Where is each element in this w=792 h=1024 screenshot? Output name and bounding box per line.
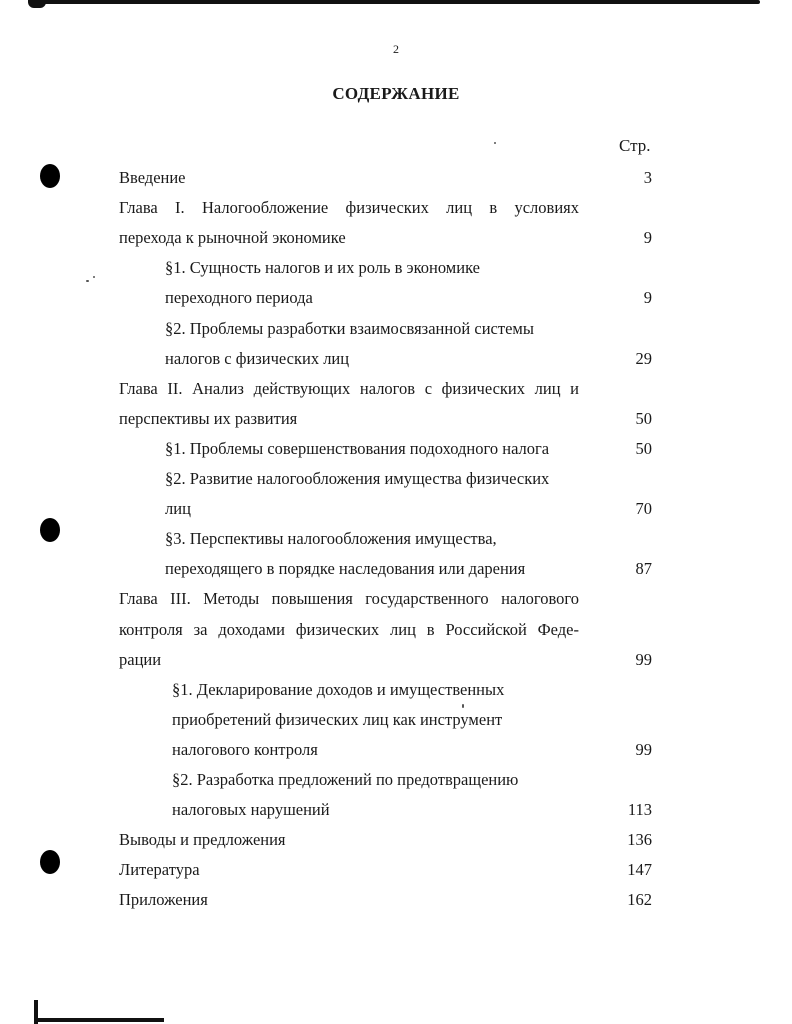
toc-section-line: налогов с физических лиц <box>165 348 350 368</box>
toc-chapter-line: Введение <box>119 168 186 187</box>
toc-chapter-line: Выводы и предложения <box>119 830 286 850</box>
toc-page-number: 147 <box>627 860 652 880</box>
scan-speck <box>462 704 464 708</box>
toc-page-number: 113 <box>627 800 652 820</box>
toc-section-line: налоговых нарушений <box>172 800 330 820</box>
punch-hole-bottom <box>40 850 60 874</box>
punch-hole-top <box>40 164 60 188</box>
toc-chapter-line: перспективы их развития <box>119 408 298 428</box>
scan-speck <box>93 276 95 278</box>
toc-section-line: налогового контроля <box>172 739 318 759</box>
toc-section-line: приобретений физических лиц как инструмент <box>172 709 503 729</box>
toc-chapter-line: перехода к рыночной экономике <box>119 228 346 248</box>
toc-page-number: 9 <box>643 228 652 248</box>
toc-page-number: 99 <box>635 649 652 669</box>
page-column-header: Стр. <box>619 136 651 155</box>
toc-section-line: §3. Перспективы налогообложения имущества, <box>165 529 497 549</box>
toc-section-line: §2. Развитие налогообложения имущества физических <box>165 469 550 488</box>
toc-section-line: §2. Проблемы разработки взаимосвязанной системы <box>165 318 534 338</box>
toc-chapter-line: Глава I. Налогообложение физических лиц в условиях <box>119 198 579 218</box>
page-number: 2 <box>393 42 399 56</box>
toc-page-number: 87 <box>635 559 652 579</box>
toc-section-line: лиц <box>165 499 191 519</box>
toc-page-number: 70 <box>635 499 652 519</box>
toc-chapter-line: Глава II. Анализ действующих налогов с физических лиц и <box>119 378 579 398</box>
toc-chapter-line: рации <box>119 649 162 669</box>
scan-top-border-mark <box>28 0 46 8</box>
toc-page-number: 136 <box>627 830 652 850</box>
toc-section-line: §1. Проблемы совершенствования подоходного налога <box>165 438 550 458</box>
toc-section-line: переходящего в порядке наследования или дарения <box>165 559 526 579</box>
scan-top-border <box>30 0 760 4</box>
toc-chapter-line: Литература <box>119 860 200 880</box>
scan-speck <box>86 280 89 282</box>
toc-section-line: §2. Разработка предложений по предотвращению <box>172 770 519 789</box>
toc-page-number: 29 <box>635 348 652 368</box>
toc-page-number: 3 <box>643 168 652 187</box>
toc-section-line: переходного периода <box>165 288 313 308</box>
toc-page-number: 162 <box>627 890 652 910</box>
toc-page-number: 50 <box>635 438 652 458</box>
toc-page-number: 50 <box>635 408 652 428</box>
toc-section-line: §1. Декларирование доходов и имущественных <box>172 679 505 699</box>
toc-chapter-line: Приложения <box>119 890 208 910</box>
punch-hole-middle <box>40 518 60 542</box>
toc-chapter-line: Глава III. Методы повышения государственного налогового <box>119 589 579 609</box>
toc-page-number: 9 <box>643 288 652 308</box>
toc-section-line: §1. Сущность налогов и их роль в экономике <box>165 258 480 278</box>
page-title: СОДЕРЖАНИЕ <box>332 84 460 103</box>
toc-chapter-line: контроля за доходами физических лиц в Российской Феде- <box>119 619 579 639</box>
scan-bottom-border-horizontal <box>34 1018 164 1022</box>
toc-page-number: 99 <box>635 739 652 759</box>
scan-speck <box>494 142 496 144</box>
